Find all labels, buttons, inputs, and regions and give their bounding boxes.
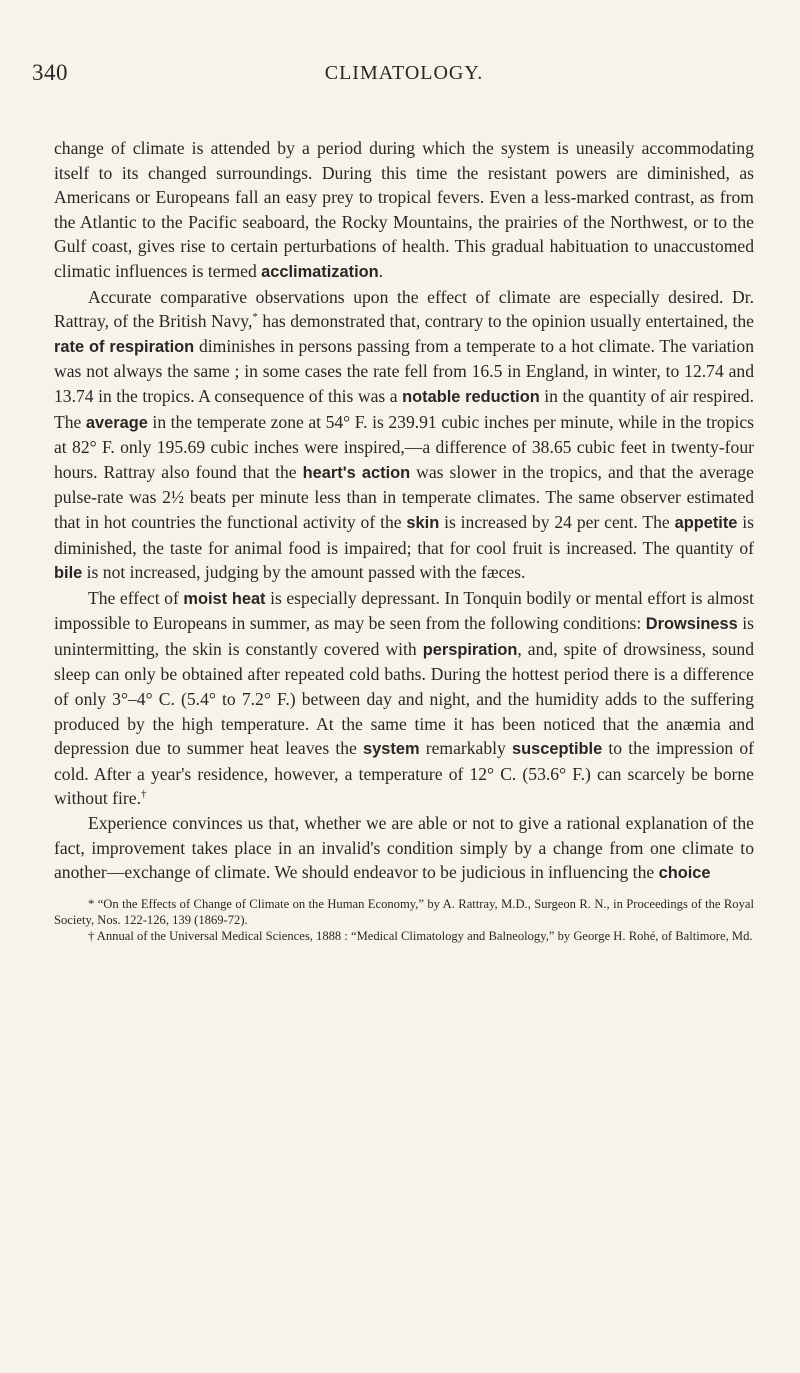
text-run: . bbox=[378, 260, 384, 281]
running-title: CLIMATOLOGY. bbox=[324, 62, 484, 84]
text-run: remarkably bbox=[419, 738, 513, 759]
footnote-ref-1[interactable]: * bbox=[252, 311, 258, 324]
page bbox=[32, 60, 755, 944]
text-run: to the impression of cold. After a year's residence, however, a temperature of 12° C. (53.6° F.) can scarcely be borne without fire. bbox=[54, 738, 754, 809]
keyword-bile: bile bbox=[54, 564, 83, 583]
paragraph-2 bbox=[54, 285, 754, 586]
keyword-hearts-action: heart's action bbox=[302, 463, 411, 482]
keyword-skin: skin bbox=[406, 513, 440, 532]
text-run: Experience convinces us that, whether we are able or not to give a rational explanation of the fact, improvement takes place in an invalid's condition simply by a change from one climate to another—exchange of climate. We should endeavor to be judicious in influencing the bbox=[54, 813, 754, 883]
text-run: is increased by 24 per cent. The bbox=[439, 511, 675, 532]
footnote-ref-2[interactable]: † bbox=[140, 788, 147, 801]
text-run: diminishes in persons passing from a temperate to a hot climate. The variation was not always the same ; in some cases the rate fell from 16.5 in England, in winter, to 12.74 and 13.74 in the tropics. A consequence of this was a bbox=[54, 335, 755, 406]
keyword-susceptible: susceptible bbox=[512, 740, 603, 759]
keyword-average: average bbox=[85, 413, 148, 432]
text-run: is not increased, judging by the amount passed with the fæces. bbox=[82, 562, 526, 583]
text-run: Accurate comparative observations upon the effect of climate are especially desired. Dr. Rattray, of the British Navy, bbox=[54, 286, 754, 332]
body-text bbox=[54, 136, 754, 886]
keyword-system: system bbox=[363, 740, 420, 759]
text-run: change of climate is attended by a period during which the system is uneasily accommodating itself to its changed surroundings. During this time the resistant powers are diminished, as Americans or Europeans fall an easy prey to tropical fevers. Even a less-marked contrast, as from the Atlantic to the Pacific seaboard, the Rocky Mountains, the prairies of the Northwest, or to the Gulf coast, gives rise to certain perturbations of health. This gradual habituation to unaccustomed climatic influences is termed bbox=[54, 138, 754, 281]
keyword-drowsiness: Drowsiness bbox=[645, 615, 738, 634]
paragraph-3 bbox=[54, 586, 754, 811]
text-run: is diminished, the taste for animal food is impaired; that for cool fruit is increased. The quantity of bbox=[54, 511, 755, 558]
text-run: The effect of bbox=[88, 587, 184, 608]
text-run: has demonstrated that, contrary to the opinion usually entertained, the bbox=[257, 311, 754, 332]
text-run: in the temperate zone at 54° F. is 239.91 cubic inches per minute, while in the tropics at 82° F. only 195.69 cubic inches were inspired,—a difference of 38.65 cubic feet in twenty-four hours. Rattray also found that the bbox=[54, 411, 754, 482]
keyword-perspiration: perspiration bbox=[422, 640, 518, 659]
keyword-appetite: appetite bbox=[674, 513, 738, 532]
footnote-1: * “On the Effects of Change of Climate on the Human Economy,” by A. Rattray, M.D., Surgeon R. N., in Proceedings of the Royal Society, Nos. 122-126, 139 (1869-72). bbox=[54, 896, 754, 927]
keyword-choice: choice bbox=[658, 864, 711, 883]
keyword-moist-heat: moist heat bbox=[183, 589, 266, 608]
text-run: , and, spite of drowsiness, sound sleep can only be obtained after repeated cold baths. During the hottest period there is a difference of only 3°–4° C. (5.4° to 7.2° F.) between day and night, and the humidity adds to the suffering produced by the high temperature. At the same time it has been noticed that the anæmia and depression due to summer heat leaves the bbox=[54, 638, 754, 759]
text-run: is unintermitting, the skin is constantly covered with bbox=[54, 613, 754, 659]
text-run: is especially depressant. In Tonquin bodily or mental effort is almost impossible to Europeans in summer, as may be seen from the following conditions: bbox=[54, 587, 754, 634]
page-number: 340 bbox=[32, 60, 68, 85]
text-run: in the quantity of air respired. The bbox=[54, 385, 754, 432]
keyword-rate-of-respiration: rate of respiration bbox=[54, 337, 195, 356]
paragraph-4 bbox=[54, 811, 754, 886]
keyword-notable-reduction: notable reduction bbox=[402, 387, 540, 406]
keyword-acclimatization: acclimatization bbox=[261, 262, 379, 281]
paragraph-1 bbox=[54, 136, 754, 285]
footnote-2: † Annual of the Universal Medical Sciences, 1888 : “Medical Climatology and Balneology,” by George H. Rohé, of Baltimore, Md. bbox=[88, 928, 753, 943]
running-head bbox=[32, 60, 754, 100]
text-run: was slower in the tropics, and that the average pulse-rate was 2½ beats per minute less than in temperate climates. The same observer estimated that in hot countries the functional activity of the bbox=[54, 461, 754, 532]
footnotes bbox=[54, 896, 754, 944]
